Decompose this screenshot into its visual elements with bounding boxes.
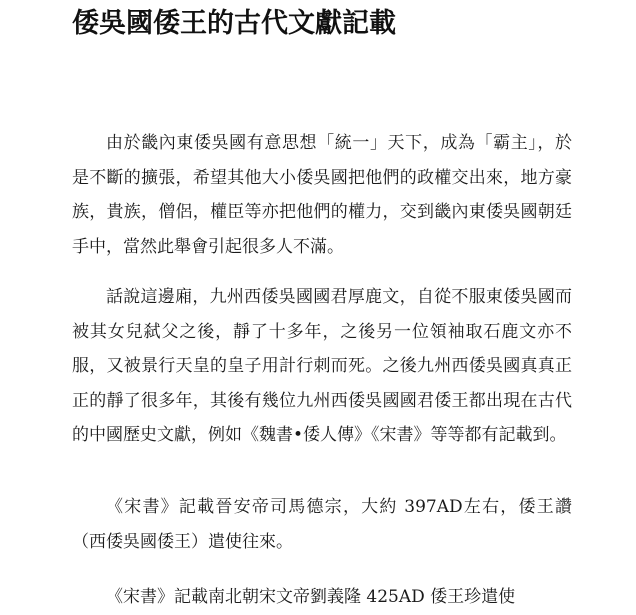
paragraph-3: 《宋書》記載晉安帝司馬德宗，大約 397AD左右，倭王讚（西倭吳國倭王）遣使往來。 xyxy=(72,497,572,552)
paragraph-4: 《宋書》記載南北朝宋文帝劉義隆 425AD 倭王珍遣使 xyxy=(106,587,516,607)
article-title: 倭吳國倭王的古代文獻記載 xyxy=(72,8,396,39)
paragraph-1: 由於畿內東倭吳國有意思想「統一」天下，成為「霸主」，於是不斷的擴張，希望其他大小倭吳國把他們的政權交出來，地方豪族，貴族，僧侶，權臣等亦把他們的權力，交到畿內東倭吳國朝廷手中，當然此舉會引起很多人不滿。 xyxy=(72,133,572,257)
paragraph-2: 話說這邊廂，九州西倭吳國國君厚鹿文，自從不服東倭吳國而被其女兒弑父之後，靜了十多年，之後另一位領袖取石鹿文亦不服，又被景行天皇的皇子用計行刺而死。之後九州西倭吳國真真正正的靜了很多年，其後有幾位九州西倭吳國國君倭王都出現在古代的中國歷史文獻，例如《魏書•倭人傳》《宋書》等等都有記載到。 xyxy=(72,287,572,445)
